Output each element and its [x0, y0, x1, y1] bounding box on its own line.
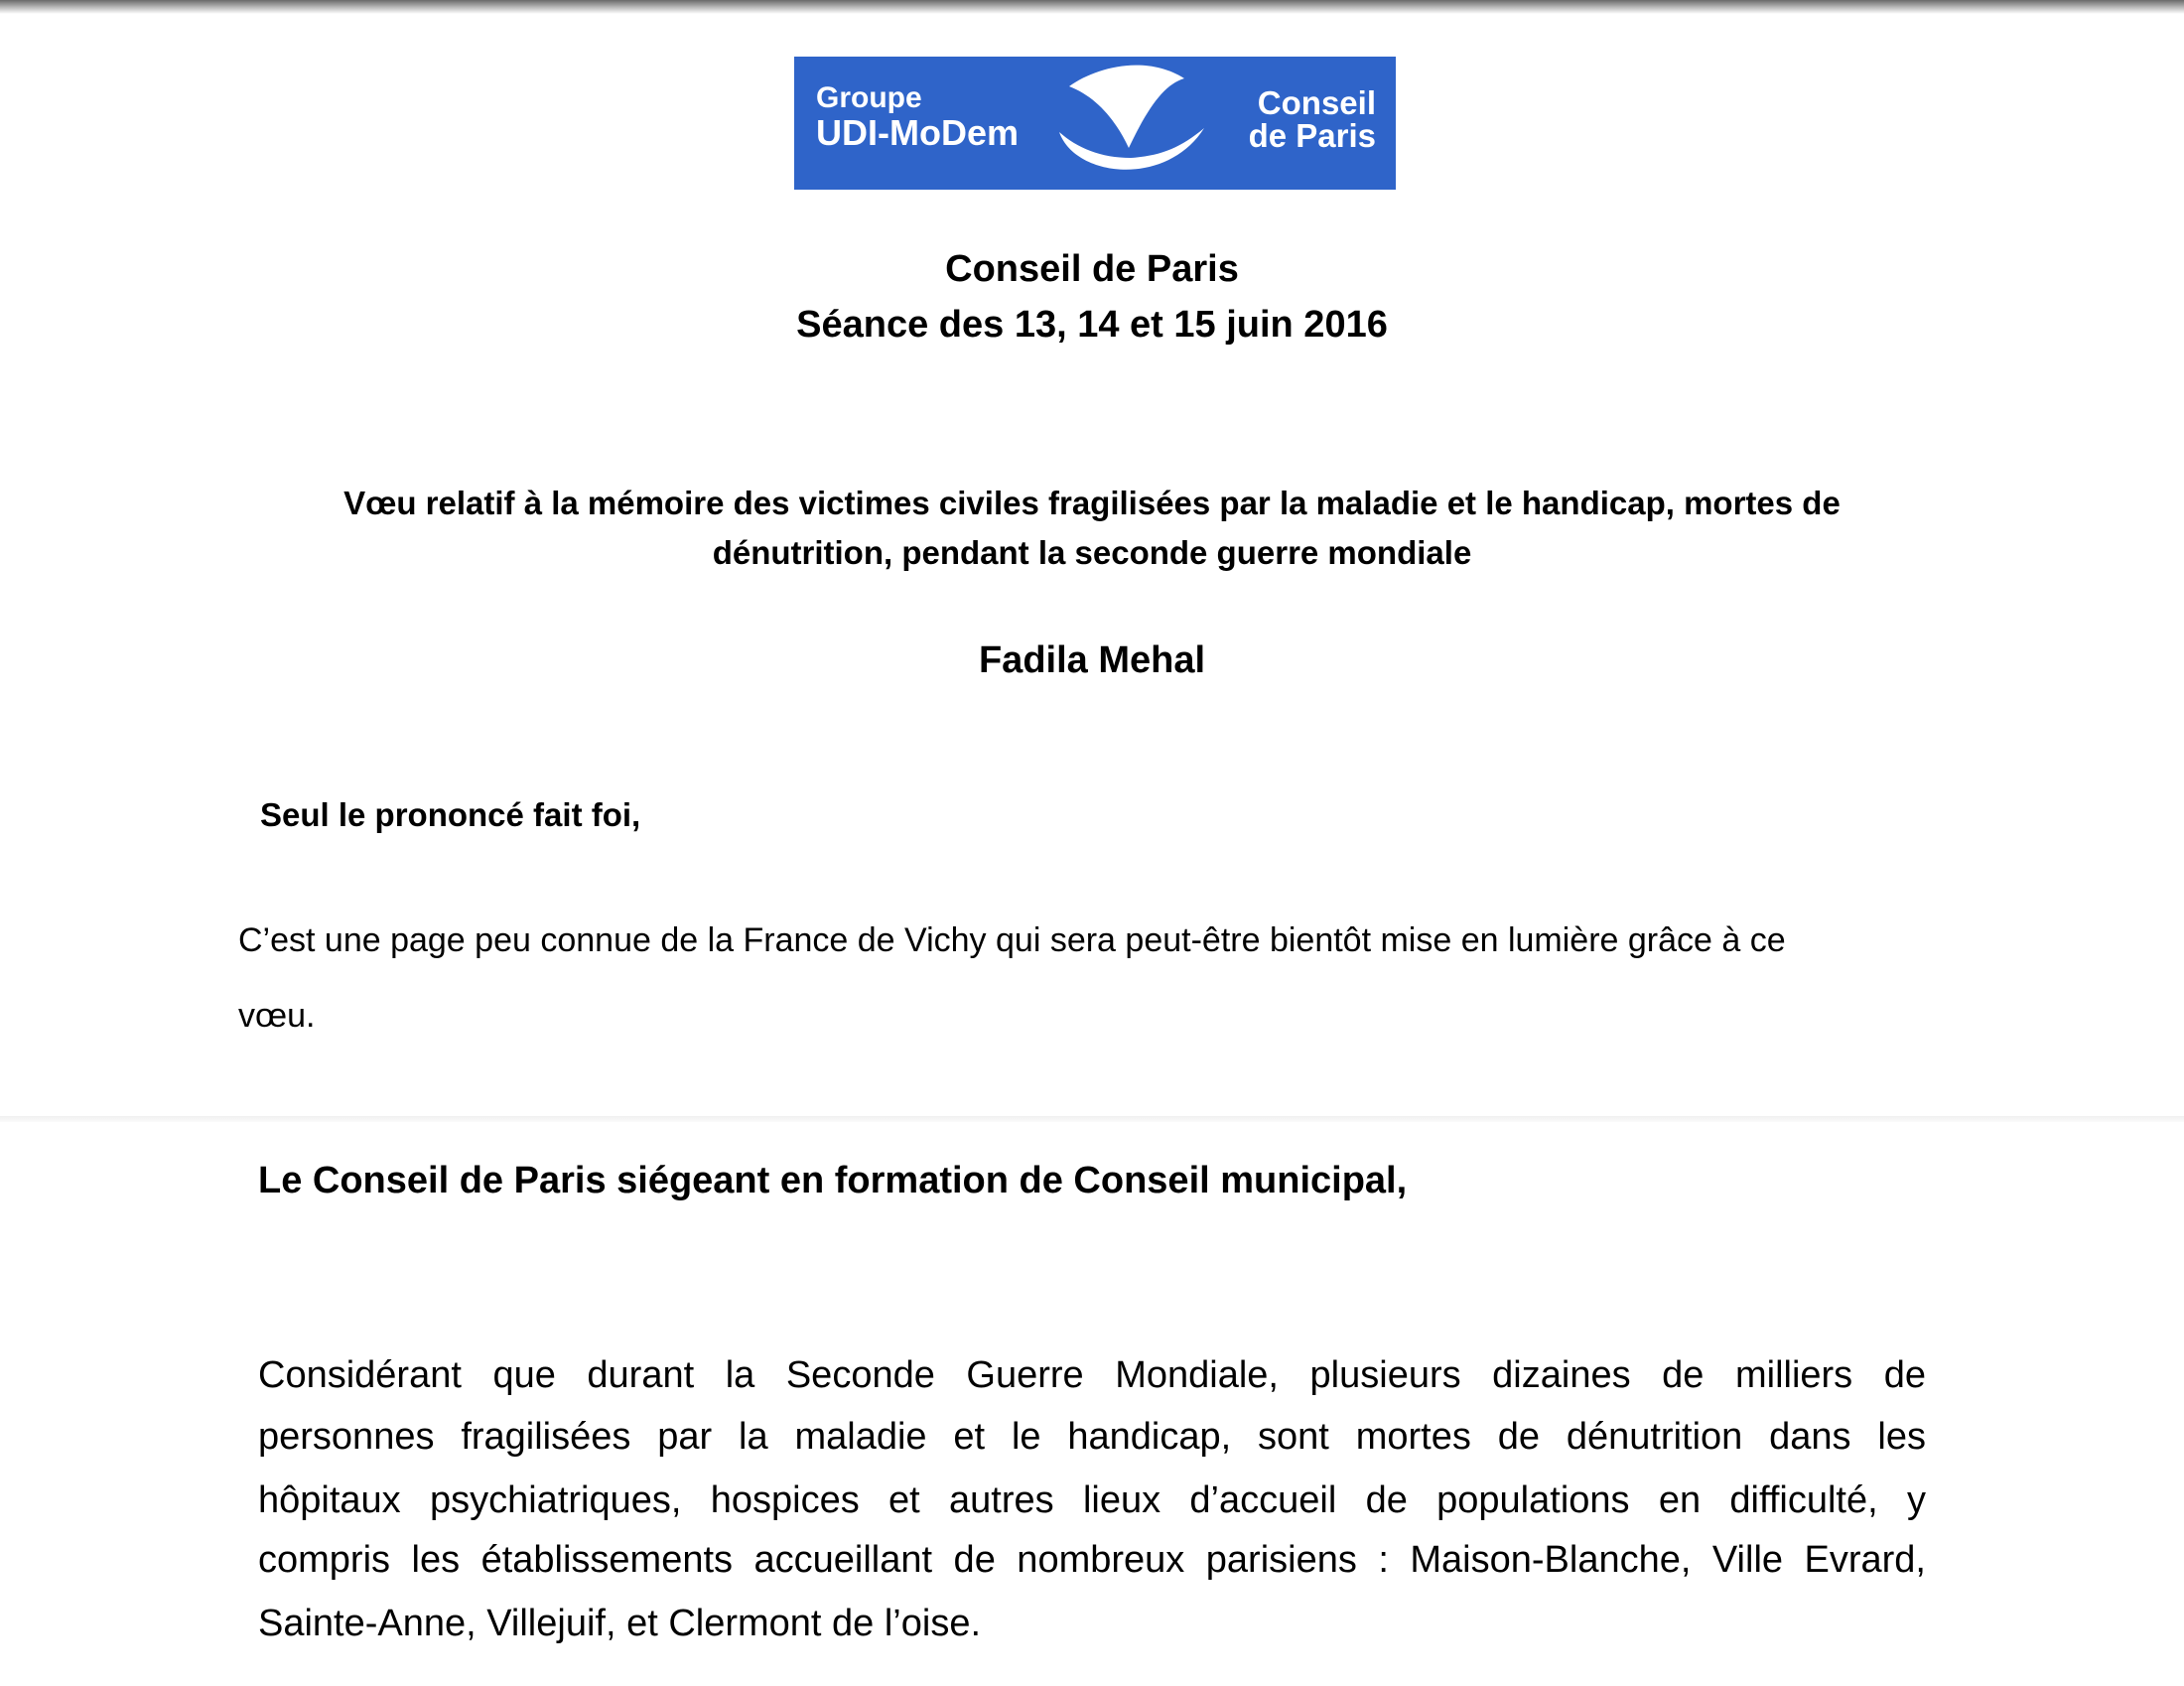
considerant-line: Considérant que durant la Seconde Guerre Mondiale, plusieurs dizaines de milliers de — [258, 1354, 1926, 1396]
considerant-line: compris les établissements accueillant de nombreux parisiens : Maison-Blanche, Ville Evrard, — [258, 1539, 1926, 1581]
session-dates: Séance des 13, 14 et 15 juin 2016 — [796, 304, 1388, 346]
udi-modem-logo — [794, 57, 1396, 190]
page-bottom — [0, 1122, 2184, 1686]
logo-left-text — [816, 82, 1019, 151]
logo-right-text — [1249, 86, 1376, 152]
disclaimer: Seul le prononcé fait foi, — [260, 796, 641, 833]
considerant-line: personnes fragilisées par la maladie et le handicap, sont mortes de dénutrition dans les — [258, 1416, 1926, 1458]
considerant-line: hôpitaux psychiatriques, hospices et autres lieux d’accueil de populations en difficulté, y — [258, 1479, 1926, 1521]
voeu-title-line-1: Vœu relatif à la mémoire des victimes civiles fragilisées par la maladie et le handicap, mortes de — [343, 485, 1841, 521]
document-title: Conseil de Paris — [945, 248, 1239, 290]
voeu-title-line-2: dénutrition, pendant la seconde guerre mondiale — [712, 534, 1472, 571]
logo-groupe: Groupe — [816, 81, 922, 114]
intro-line-2: vœu. — [238, 997, 316, 1035]
logo-udi-modem: UDI-MoDem — [816, 111, 1019, 153]
considerant-line: Sainte-Anne, Villejuif, et Clermont de l’oise. — [258, 1603, 982, 1644]
top-edge-shadow — [0, 0, 2184, 14]
author-name: Fadila Mehal — [978, 639, 1206, 681]
logo-conseil: Conseil — [1257, 84, 1376, 121]
intro-line-1: C’est une page peu connue de la France de Vichy qui sera peut-être bientôt mise en lumière grâce à ce — [238, 921, 1786, 959]
logo-emblem-icon — [1057, 57, 1206, 190]
logo-de-paris: de Paris — [1248, 117, 1376, 154]
formation-statement: Le Conseil de Paris siégeant en formation de Conseil municipal, — [258, 1160, 1408, 1201]
